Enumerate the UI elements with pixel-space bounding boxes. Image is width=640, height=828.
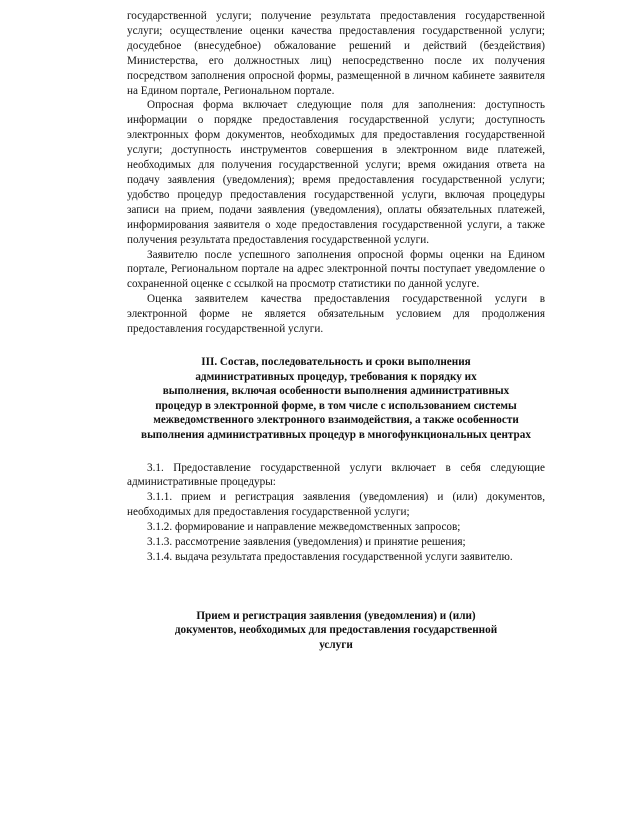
subsection-heading-line: Прием и регистрация заявления (уведомления) и (или) <box>196 609 476 622</box>
list-item-3-1-2: 3.1.2. формирование и направление межведомственных запросов; <box>147 521 461 534</box>
intro-paragraphs <box>127 9 545 337</box>
document-page <box>127 9 545 653</box>
section-heading-line: административных процедур, требования к порядку их <box>195 370 477 383</box>
list-item-3-1-4: 3.1.4. выдача результата предоставления государственной услуги заявителю. <box>147 550 513 563</box>
paragraph-survey-fields: Опросная форма включает следующие поля для заполнения: доступность информации о порядке предоставления государственной услуги; доступность электронных форм документов, необходимых для предоставления государственной услуги; доступность инструментов совершения в электронном виде платежей, необходимых для получения государственной услуги; время ожидания ответа на подачу заявления (уведомления); время предоставления государственной услуги; удобство процедур предоставления государственной услуги, включая процедуры записи на прием, подачи заявления (уведомления), оплаты обязательных платежей, информирования заявителя о ходе предоставления государственной услуги, а также получения результата предоставления государственной услуги. <box>127 99 545 246</box>
section-heading-iii <box>127 355 545 443</box>
paragraph-optional-evaluation: Оценка заявителем качества предоставления государственной услуги в электронной форме не является обязательным условием для продолжения предоставления государственной услуги. <box>127 293 545 336</box>
section-heading-line: выполнения, включая особенности выполнения административных <box>162 385 510 398</box>
subsection-heading-line: документов, необходимых для предоставления государственной <box>174 624 498 637</box>
list-item-3-1: 3.1. Предоставление государственной услуги включает в себя следующие административные процедуры: <box>127 461 545 489</box>
list-item-3-1-1: 3.1.1. прием и регистрация заявления (уведомления) и (или) документов, необходимых для предоставления государственной услуги; <box>127 491 545 519</box>
section-heading-line: процедур в электронной форме, в том числе с использованием системы <box>155 399 517 412</box>
section-heading-line: III. Состав, последовательность и сроки выполнения <box>201 355 471 368</box>
paragraph-notification: Заявителю после успешного заполнения опросной формы оценки на Едином портале, Региональном портале на адрес электронной почты поступает уведомление о сохраненной оценке с ссылкой на просмотр статистики по данной услуге. <box>127 248 545 291</box>
section-heading-line: межведомственного электронного взаимодействия, а также особенности <box>153 414 519 427</box>
subsection-heading-line: услуги <box>319 639 353 652</box>
subsection-heading <box>127 609 545 653</box>
paragraph-survey-intro: государственной услуги; получение результата предоставления государственной услуги; осуществление оценки качества предоставления государственной услуги; досудебное (внесудебное) обжалование решений и действий (бездействия) Министерства, его должностных лиц) непосредственно после их получения посредством заполнения опросной формы, размещенной в личном кабинете заявителя на Едином портале, Региональном портале. <box>127 10 545 97</box>
list-item-3-1-3: 3.1.3. рассмотрение заявления (уведомления) и принятие решения; <box>147 536 466 549</box>
procedures-list <box>127 461 545 565</box>
section-heading-line: выполнения административных процедур в многофункциональных центрах <box>141 428 531 441</box>
